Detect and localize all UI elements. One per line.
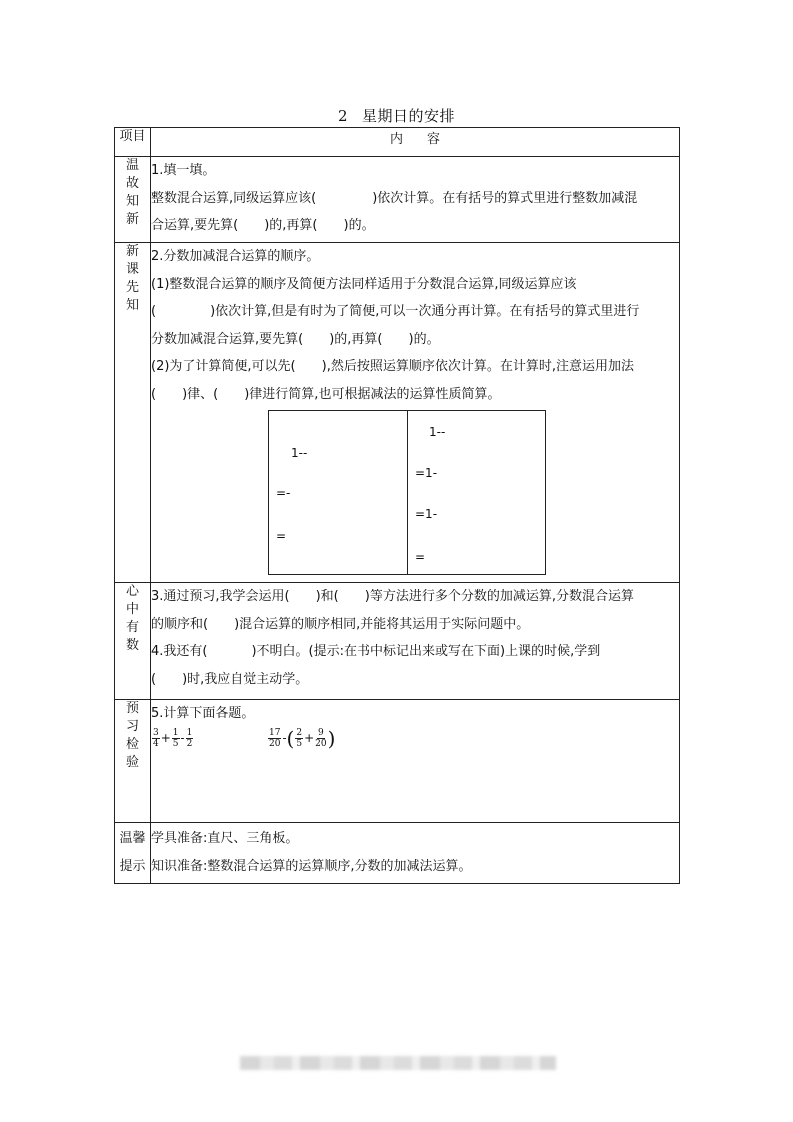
row-tips xyxy=(115,823,680,884)
preview-line-3: ( )依次计算,但是有时为了简便,可以一次通分再计算。在有括号的算式里进行 xyxy=(151,304,640,319)
label-preview: 新课先知 xyxy=(125,244,139,313)
blurred-footer-watermark xyxy=(240,1056,556,1070)
worksheet-table xyxy=(114,127,680,884)
tips-line-1: 学具准备:直尺、三角板。 xyxy=(151,831,299,846)
warmup-line-3: 合运算,要先算( )的,再算( )的。 xyxy=(151,218,375,233)
box-right-4: = xyxy=(415,550,426,564)
check-heading: 5.计算下面各题。 xyxy=(151,706,255,721)
label-check: 预习检验 xyxy=(125,701,139,770)
header-row xyxy=(115,128,680,157)
expression-1: $\frac{3}{4}$ + $\frac{1}{5}$ - $\frac{1}{2}$ xyxy=(153,727,193,749)
warmup-line-1: 1.填一填。 xyxy=(151,163,216,178)
row-warmup xyxy=(115,157,680,243)
box-right-3: =1- xyxy=(415,507,438,521)
preview-line-5: (2)为了计算简便,可以先( ),然后按照运算顺序依次计算。在计算时,注意运用加法 xyxy=(151,359,634,374)
lesson-number: 2 xyxy=(337,107,349,125)
warmup-line-2: 整数混合运算,同级运算应该( )依次计算。在有括号的算式里进行整数加减混 xyxy=(151,190,638,206)
box-right-2: =1- xyxy=(415,466,438,480)
mind-line-3: 4.我还有( )不明白。(提示:在书中标记出来或写在下面)上课的时候,学到 xyxy=(151,644,601,659)
mind-line-2: 的顺序和( )混合运算的顺序相同,并能将其运用于实际问题中。 xyxy=(151,616,530,632)
page-title xyxy=(0,105,793,126)
preview-line-6: ( )律、( )律进行简算,也可根据减法的运算性质简算。 xyxy=(151,386,501,402)
label-warmup: 温故知新 xyxy=(125,158,139,227)
tips-line-2: 知识准备:整数混合运算的运算顺序,分数的加减法运算。 xyxy=(151,858,472,874)
header-content: 内容 xyxy=(151,128,680,157)
label-tips-1: 温馨 xyxy=(119,831,146,846)
row-check xyxy=(115,700,680,823)
label-tips-2: 提示 xyxy=(119,859,146,874)
box-divider xyxy=(407,411,408,574)
box-left-3: = xyxy=(276,529,287,543)
row-mind xyxy=(115,583,680,700)
expression-2: $\frac{17}{20}$ -( $\frac{2}{5}$ + $\frac{9}{20}$ ) xyxy=(269,726,336,750)
header-label: 项目 xyxy=(115,128,151,157)
mind-line-1: 3.通过预习,我学会运用( )和( )等方法进行多个分数的加减运算,分数混合运算 xyxy=(151,589,634,604)
preview-line-1: 2.分数加减混合运算的顺序。 xyxy=(151,249,320,264)
row-preview xyxy=(115,243,680,583)
preview-line-4: 分数加减混合运算,要先算( )的,再算( )的。 xyxy=(151,331,440,347)
box-left-2: =- xyxy=(276,486,291,500)
mind-line-4: ( )时,我应自觉主动学。 xyxy=(151,671,309,687)
lesson-title: 星期日的安排 xyxy=(362,107,456,125)
calculation-box xyxy=(268,410,546,575)
box-left-1: 1-- xyxy=(291,446,308,460)
box-right-1: 1-- xyxy=(429,425,446,439)
preview-line-2: (1)整数混合运算的顺序及简便方法同样适用于分数混合运算,同级运算应该 xyxy=(151,276,577,292)
label-mind: 心中有数 xyxy=(125,584,139,653)
